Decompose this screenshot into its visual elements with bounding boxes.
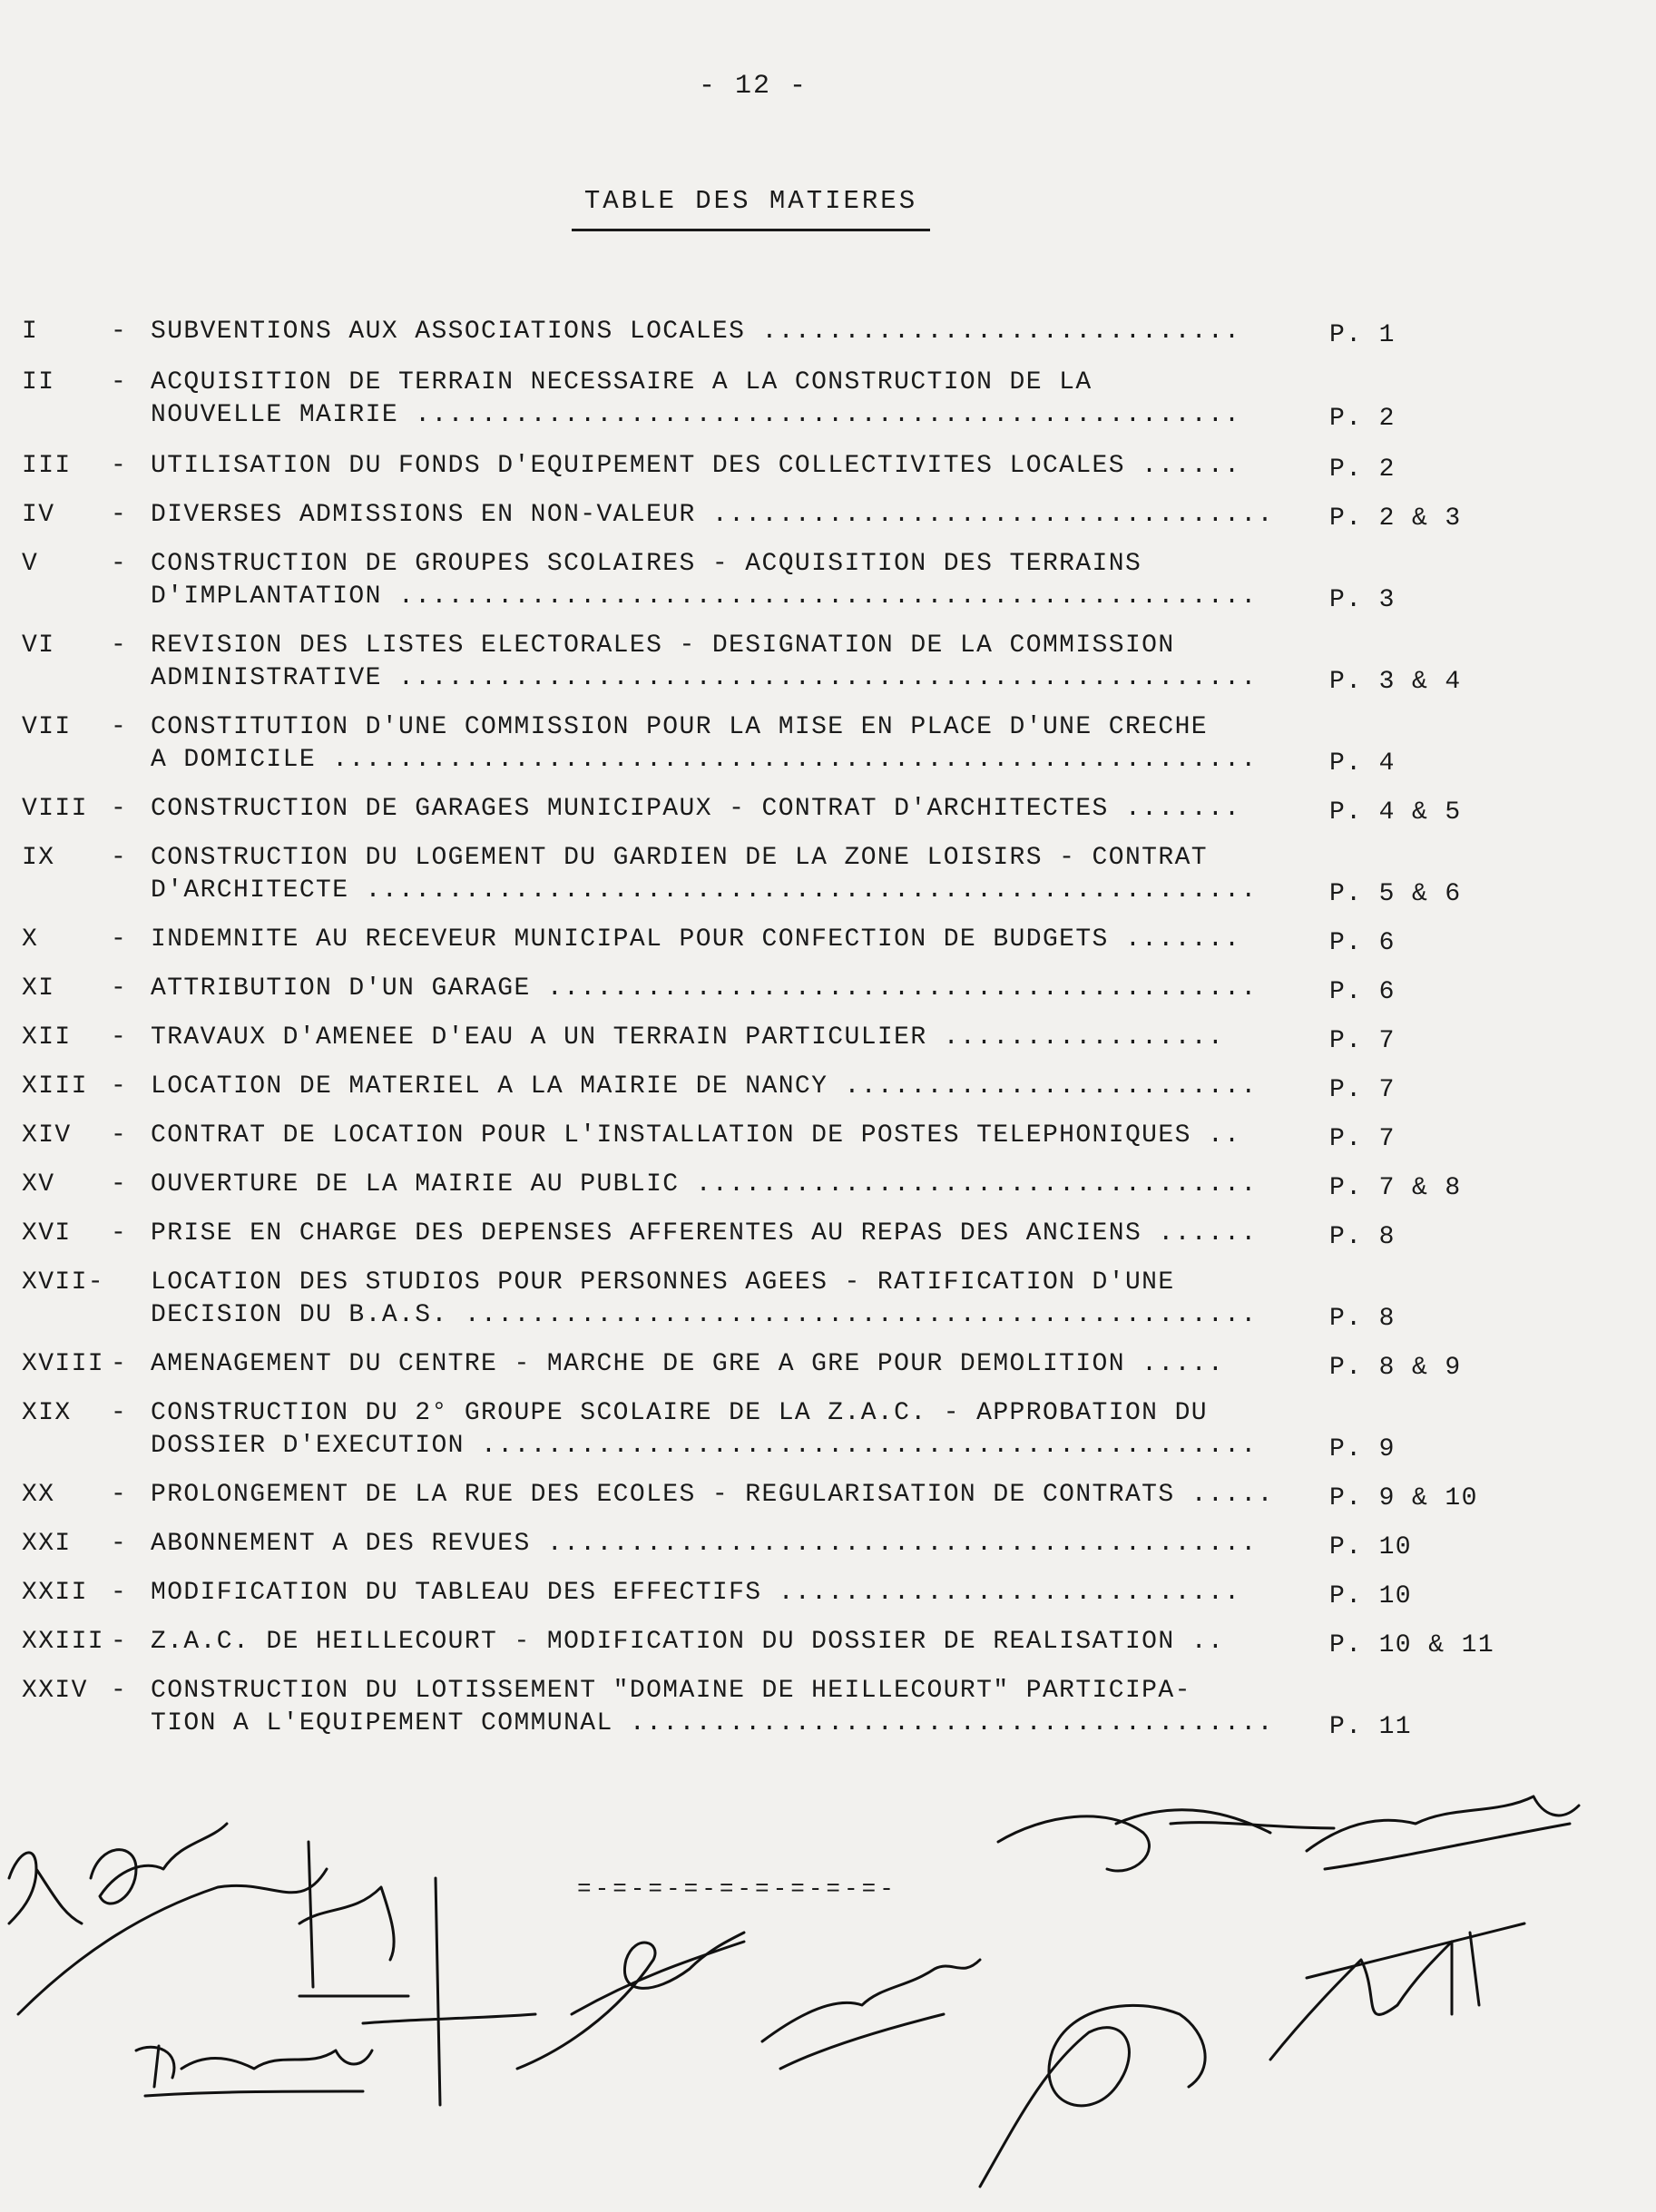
entry-number: XIX <box>22 1399 72 1427</box>
entry-page: P. 8 <box>1329 1305 1396 1333</box>
entry-title-continued: D'IMPLANTATION .................................................... <box>151 582 1258 611</box>
entry-page: P. 9 & 10 <box>1329 1484 1478 1512</box>
entry-title: SUBVENTIONS AUX ASSOCIATIONS LOCALES ............................. <box>151 318 1241 346</box>
entry-title: ABONNEMENT A DES REVUES ........................................... <box>151 1530 1258 1558</box>
signatures-drawing <box>0 1778 1656 2207</box>
entry-title: Z.A.C. DE HEILLECOURT - MODIFICATION DU DOSSIER DE REALISATION .. <box>151 1628 1225 1656</box>
entry-number: XXIII <box>22 1628 105 1656</box>
entry-page: P. 1 <box>1329 321 1396 349</box>
entry-title: LOCATION DE MATERIEL A LA MAIRIE DE NANCY ......................... <box>151 1072 1258 1101</box>
entry-number: XX <box>22 1481 55 1509</box>
entry-page: P. 7 & 8 <box>1329 1174 1462 1202</box>
entry-page: P. 7 <box>1329 1027 1396 1055</box>
entry-page: P. 2 <box>1329 405 1396 433</box>
entry-number: XIII <box>22 1072 88 1101</box>
entry-page: P. 7 <box>1329 1076 1396 1104</box>
entry-page: P. 6 <box>1329 929 1396 957</box>
entry-title: CONSTRUCTION DU 2° GROUPE SCOLAIRE DE LA Z.A.C. - APPROBATION DU <box>151 1399 1208 1427</box>
signature-marquant <box>136 2046 372 2096</box>
entry-page: P. 9 <box>1329 1435 1396 1463</box>
entry-title: REVISION DES LISTES ELECTORALES - DESIGNATION DE LA COMMISSION <box>151 631 1175 660</box>
entry-number: XXIV <box>22 1677 88 1705</box>
entry-title-continued: NOUVELLE MAIRIE .................................................. <box>151 401 1241 429</box>
signature-large <box>980 1810 1334 2187</box>
entry-page: P. 7 <box>1329 1125 1396 1153</box>
entry-number: XV <box>22 1170 55 1199</box>
signature-desvernes <box>9 1824 327 2014</box>
signature-billon <box>762 1960 980 2069</box>
entry-title: CONSTRUCTION DU LOGEMENT DU GARDIEN DE LA ZONE LOISIRS - CONTRAT <box>151 844 1208 872</box>
entry-title: TRAVAUX D'AMENEE D'EAU A UN TERRAIN PARTICULIER ................. <box>151 1023 1225 1052</box>
entry-title: CONTRAT DE LOCATION POUR L'INSTALLATION DE POSTES TELEPHONIQUES .. <box>151 1121 1241 1150</box>
entry-title-continued: ADMINISTRATIVE .................................................... <box>151 664 1258 692</box>
entry-number: V <box>22 550 39 578</box>
entry-page: P. 10 <box>1329 1582 1413 1610</box>
entry-page: P. 5 & 6 <box>1329 880 1462 908</box>
entry-title-continued: DOSSIER D'EXECUTION ............................................... <box>151 1432 1258 1460</box>
entry-title: ACQUISITION DE TERRAIN NECESSAIRE A LA CONSTRUCTION DE LA <box>151 368 1093 396</box>
entry-title-continued: TION A L'EQUIPEMENT COMMUNAL ....................................... <box>151 1709 1274 1737</box>
signature-gerardi <box>517 1933 744 2069</box>
entry-number: IX <box>22 844 55 872</box>
entry-number: XXII <box>22 1579 88 1607</box>
signature-thaill <box>299 1842 535 2105</box>
entry-page: P. 4 & 5 <box>1329 798 1462 827</box>
page-number: - 12 - <box>698 71 808 102</box>
entry-title: UTILISATION DU FONDS D'EQUIPEMENT DES COLLECTIVITES LOCALES ...... <box>151 452 1241 480</box>
entry-page: P. 4 <box>1329 749 1396 778</box>
entry-number: VI <box>22 631 55 660</box>
entry-title: ATTRIBUTION D'UN GARAGE ........................................... <box>151 974 1258 1003</box>
entry-number: III <box>22 452 72 480</box>
entry-number: X <box>22 925 39 954</box>
entry-title: CONSTITUTION D'UNE COMMISSION POUR LA MISE EN PLACE D'UNE CRECHE <box>151 713 1208 741</box>
entry-page: P. 3 <box>1329 586 1396 614</box>
entry-number: IV <box>22 501 55 529</box>
entry-title: AMENAGEMENT DU CENTRE - MARCHE DE GRE A GRE POUR DEMOLITION ..... <box>151 1350 1225 1378</box>
entry-number: XVIII <box>22 1350 105 1378</box>
entry-page: P. 2 & 3 <box>1329 504 1462 533</box>
entry-page: P. 3 & 4 <box>1329 668 1462 696</box>
entry-title: MODIFICATION DU TABLEAU DES EFFECTIFS ............................ <box>151 1579 1241 1607</box>
entry-title: PROLONGEMENT DE LA RUE DES ECOLES - REGULARISATION DE CONTRATS ..... <box>151 1481 1274 1509</box>
entry-number: XII <box>22 1023 72 1052</box>
entry-title-continued: DECISION DU B.A.S. ................................................ <box>151 1301 1258 1329</box>
entry-title: OUVERTURE DE LA MAIRIE AU PUBLIC .................................. <box>151 1170 1258 1199</box>
entry-title: PRISE EN CHARGE DES DEPENSES AFFERENTES AU REPAS DES ANCIENS ...... <box>151 1219 1258 1248</box>
entry-page: P. 10 & 11 <box>1329 1631 1495 1659</box>
entry-page: P. 8 <box>1329 1223 1396 1251</box>
entry-number: XVII- <box>22 1268 105 1297</box>
entry-number: XI <box>22 974 55 1003</box>
entry-title-continued: D'ARCHITECTE ...................................................... <box>151 876 1258 905</box>
entry-title: DIVERSES ADMISSIONS EN NON-VALEUR .................................. <box>151 501 1274 529</box>
entry-number: VIII <box>22 795 88 823</box>
entry-title: CONSTRUCTION DE GROUPES SCOLAIRES - ACQUISITION DES TERRAINS <box>151 550 1142 578</box>
entry-title: LOCATION DES STUDIOS POUR PERSONNES AGEES - RATIFICATION D'UNE <box>151 1268 1175 1297</box>
entry-number: XXI <box>22 1530 72 1558</box>
entry-title: CONSTRUCTION DE GARAGES MUNICIPAUX - CONTRAT D'ARCHITECTES ....... <box>151 795 1241 823</box>
signature-right <box>1270 1796 1579 2060</box>
entry-number: XIV <box>22 1121 72 1150</box>
entry-number: II <box>22 368 55 396</box>
entry-title: CONSTRUCTION DU LOTISSEMENT "DOMAINE DE HEILLECOURT" PARTICIPA- <box>151 1677 1191 1705</box>
entry-page: P. 10 <box>1329 1533 1413 1561</box>
entry-page: P. 2 <box>1329 455 1396 484</box>
entry-page: P. 11 <box>1329 1713 1413 1741</box>
separator-line: =-=-=-=-=-=-=-=-=- <box>577 1875 897 1903</box>
entry-title: INDEMNITE AU RECEVEUR MUNICIPAL POUR CONFECTION DE BUDGETS ....... <box>151 925 1241 954</box>
entry-number: VII <box>22 713 72 741</box>
entry-title-continued: A DOMICILE ........................................................ <box>151 746 1258 774</box>
page-title: TABLE DES MATIERES <box>572 186 930 231</box>
signatures-area <box>0 1778 1656 2207</box>
entry-page: P. 8 & 9 <box>1329 1354 1462 1382</box>
entry-number: XVI <box>22 1219 72 1248</box>
entry-page: P. 6 <box>1329 978 1396 1006</box>
entry-number: I <box>22 318 39 346</box>
document-page: - 12 - TABLE DES MATIERES I - SUBVENTIONS AUX ASSOCIATIONS LOCALES ............................. P. 1 II - ACQUISITION DE TERRAIN NECESSAIRE A LA CONSTRUCTION DE LA NOUVELLE MAIRIE .................................................. P. 2 III - UTILISATION DU FONDS D'EQUIPEMENT DES COLLECTIVITES LOCALES ...... P. 2 IV - DIVERSES ADMISSIONS EN NON-VALEUR .................................. P. 2 & 3 V - CONSTRUCTION DE GROUPES SCOLAIRES - ACQUISITION DES TERRAINS D'IMPLANTATION .................................................... P. 3 VI - REVISION DES LISTES ELECTORALES - DESIGNATION DE LA COMMISSION ADMINISTRATIVE .................................................... P. 3 & 4 VII - CONSTITUTION D'UNE COMMISSION POUR LA MISE EN PLACE D'UNE CRECHE A DOMICILE ........................................................ P. 4 VIII - CONSTRUCTION DE GARAGES MUNICIPAUX - CONTRAT D'ARCHITECTES ....... P. 4 & 5 IX - CONSTRUCTION DU LOGEMENT DU GARDIEN DE LA ZONE LOISIRS - CONTRAT D'ARCHITECTE ...................................................... P. 5 & 6 X - INDEMNITE AU RECEVEUR MUNICIPAL POUR CONFECTION DE BUDGETS ....... P. 6 XI - ATTRIBUTION D'UN GARAGE ........................................... P. 6 XII - TRAVAUX D'AMENEE D'EAU A UN TERRAIN PARTICULIER ................. P. 7 XIII - LOCATION DE MATERIEL A LA MAIRIE DE NANCY ......................... P. 7 XIV - CONTRAT DE LOCATION POUR L'INSTALLATION DE POSTES TELEPHONIQUES .. P. 7 XV - OUVERTURE DE LA MAIRIE AU PUBLIC .................................. P. 7 & 8 XVI - PRISE EN CHARGE DES DEPENSES AFFERENTES AU REPAS DES ANCIENS ...... P. 8 XVII- LOCATION DES STUDIOS POUR PERSONNES AGEES - RATIFICATION D'UNE DECISION DU B.A.S. ................................................ P. 8 XVIII - AMENAGEMENT DU CENTRE - MARCHE DE GRE A GRE POUR DEMOLITION ..... P. 8 & 9 XIX - CONSTRUCTION DU 2° GROUPE SCOLAIRE DE LA Z.A.C. - APPROBATION DU DOSSIER D'EXECUTION ............................................... P. 9 XX - PROLONGEMENT DE LA RUE DES ECOLES - REGULARISATION DE CONTRATS ..... P. 9 & 10 XXI - ABONNEMENT A DES REVUES ........................................... P. 10 XXII - MODIFICATION DU TABLEAU DES EFFECTIFS ............................ P. 10 XXIII - Z.A.C. DE HEILLECOURT - MODIFICATION DU DOSSIER DE REALISATION .. P. 10 & 11 XXIV - CONSTRUCTION DU LOTISSEMENT "DOMAINE DE HEILLECOURT" PARTICIPA- TION A L'EQUIPEMENT COMMUNAL ....................................... P. 11 =-=-=-=-=-=-=-=-=- <box>0 0 1656 2207</box>
